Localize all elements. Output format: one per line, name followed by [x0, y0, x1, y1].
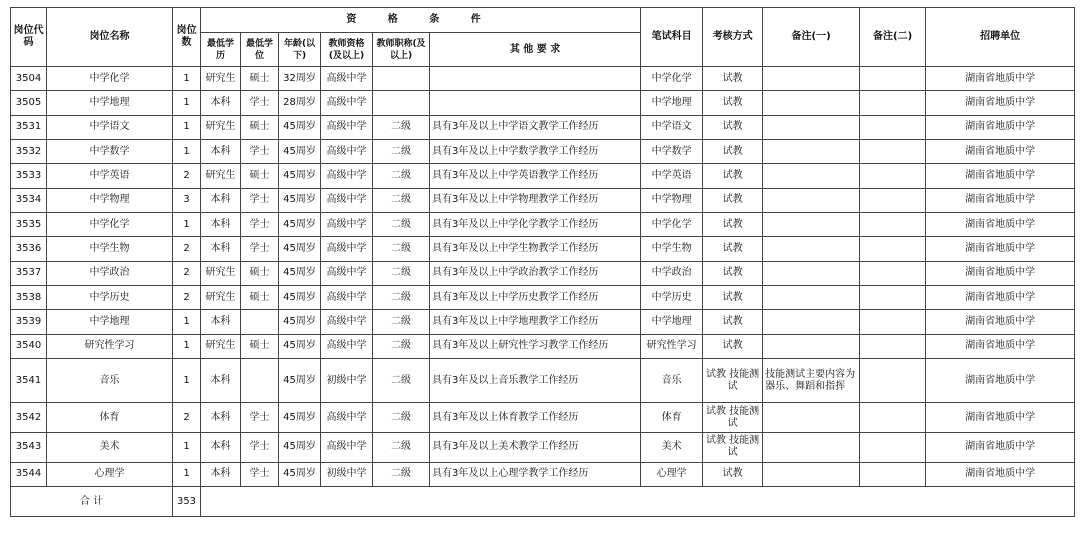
header-assess: 考核方式	[703, 8, 763, 67]
row-note2	[860, 285, 926, 309]
row-exam: 中学英语	[641, 164, 703, 188]
row-assess: 试教	[703, 67, 763, 91]
row-unit: 湖南省地质中学	[926, 237, 1075, 261]
row-exam: 美术	[641, 432, 703, 462]
row-count: 1	[173, 310, 201, 334]
row-other: 具有3年及以上中学历史教学工作经历	[430, 285, 641, 309]
row-count: 1	[173, 358, 201, 402]
row-other	[430, 91, 641, 115]
row-degree: 学士	[241, 91, 279, 115]
row-degree: 硕士	[241, 285, 279, 309]
row-note1	[763, 67, 860, 91]
row-edu: 本科	[201, 212, 241, 236]
header-name: 岗位名称	[47, 8, 173, 67]
row-unit: 湖南省地质中学	[926, 67, 1075, 91]
table-row	[11, 237, 1075, 261]
row-degree: 学士	[241, 139, 279, 163]
table-row	[11, 115, 1075, 139]
row-note1	[763, 432, 860, 462]
row-note2	[860, 310, 926, 334]
table-row	[11, 334, 1075, 358]
row-code: 3542	[11, 403, 47, 433]
header-cert: 教师资格(及以上)	[321, 33, 373, 67]
row-cert: 高级中学	[321, 164, 373, 188]
row-age: 45周岁	[279, 139, 321, 163]
row-cert: 高级中学	[321, 67, 373, 91]
row-note1	[763, 188, 860, 212]
row-edu: 本科	[201, 358, 241, 402]
row-title: 二级	[373, 358, 430, 402]
row-degree: 学士	[241, 212, 279, 236]
row-code: 3541	[11, 358, 47, 402]
row-assess: 试教	[703, 212, 763, 236]
row-other: 具有3年及以上心理学教学工作经历	[430, 462, 641, 486]
row-code: 3544	[11, 462, 47, 486]
row-other	[430, 67, 641, 91]
row-name: 中学化学	[47, 67, 173, 91]
row-title: 二级	[373, 403, 430, 433]
row-edu: 研究生	[201, 115, 241, 139]
row-other: 具有3年及以上美术教学工作经历	[430, 432, 641, 462]
row-assess: 试教	[703, 188, 763, 212]
row-degree: 学士	[241, 237, 279, 261]
row-unit: 湖南省地质中学	[926, 432, 1075, 462]
table-row	[11, 403, 1075, 433]
row-title	[373, 67, 430, 91]
row-edu: 本科	[201, 91, 241, 115]
row-unit: 湖南省地质中学	[926, 285, 1075, 309]
row-other: 具有3年及以上中学英语教学工作经历	[430, 164, 641, 188]
row-age: 45周岁	[279, 164, 321, 188]
row-title: 二级	[373, 188, 430, 212]
header-other: 其 他 要 求	[430, 33, 641, 67]
row-count: 2	[173, 261, 201, 285]
header-degree: 最低学位	[241, 33, 279, 67]
row-unit: 湖南省地质中学	[926, 188, 1075, 212]
row-age: 45周岁	[279, 310, 321, 334]
row-exam: 中学政治	[641, 261, 703, 285]
row-count: 1	[173, 212, 201, 236]
row-code: 3531	[11, 115, 47, 139]
row-exam: 中学化学	[641, 67, 703, 91]
row-degree: 学士	[241, 403, 279, 433]
row-note2	[860, 462, 926, 486]
row-assess: 试教	[703, 462, 763, 486]
row-assess: 试教 技能测试	[703, 358, 763, 402]
row-code: 3534	[11, 188, 47, 212]
table-body	[11, 67, 1075, 487]
row-assess: 试教	[703, 164, 763, 188]
row-degree	[241, 358, 279, 402]
row-note1	[763, 334, 860, 358]
row-assess: 试教	[703, 115, 763, 139]
row-edu: 本科	[201, 403, 241, 433]
row-name: 研究性学习	[47, 334, 173, 358]
row-note2	[860, 334, 926, 358]
row-code: 3532	[11, 139, 47, 163]
row-assess: 试教	[703, 139, 763, 163]
row-code: 3533	[11, 164, 47, 188]
row-edu: 本科	[201, 432, 241, 462]
row-unit: 湖南省地质中学	[926, 139, 1075, 163]
row-count: 1	[173, 334, 201, 358]
row-title: 二级	[373, 334, 430, 358]
row-title	[373, 91, 430, 115]
table-row	[11, 310, 1075, 334]
row-other: 具有3年及以上中学地理教学工作经历	[430, 310, 641, 334]
row-cert: 高级中学	[321, 237, 373, 261]
row-age: 45周岁	[279, 432, 321, 462]
row-degree: 硕士	[241, 115, 279, 139]
row-title: 二级	[373, 212, 430, 236]
row-edu: 本科	[201, 188, 241, 212]
row-exam: 中学化学	[641, 212, 703, 236]
row-exam: 研究性学习	[641, 334, 703, 358]
row-assess: 试教	[703, 91, 763, 115]
row-name: 中学政治	[47, 261, 173, 285]
row-unit: 湖南省地质中学	[926, 334, 1075, 358]
header-age: 年龄(以下)	[279, 33, 321, 67]
row-note2	[860, 212, 926, 236]
row-code: 3543	[11, 432, 47, 462]
row-degree: 硕士	[241, 261, 279, 285]
header-note1: 备注(一)	[763, 8, 860, 67]
row-edu: 本科	[201, 310, 241, 334]
row-note1	[763, 403, 860, 433]
table-row	[11, 285, 1075, 309]
row-cert: 初级中学	[321, 358, 373, 402]
row-name: 中学数学	[47, 139, 173, 163]
row-cert: 初级中学	[321, 462, 373, 486]
row-exam: 中学历史	[641, 285, 703, 309]
row-unit: 湖南省地质中学	[926, 310, 1075, 334]
row-exam: 音乐	[641, 358, 703, 402]
row-degree: 学士	[241, 432, 279, 462]
row-code: 3504	[11, 67, 47, 91]
row-note1	[763, 462, 860, 486]
row-note1	[763, 115, 860, 139]
row-age: 45周岁	[279, 358, 321, 402]
row-cert: 高级中学	[321, 285, 373, 309]
row-other: 具有3年及以上音乐教学工作经历	[430, 358, 641, 402]
table-row	[11, 188, 1075, 212]
table-row	[11, 261, 1075, 285]
row-count: 2	[173, 237, 201, 261]
table-row	[11, 139, 1075, 163]
row-note1	[763, 139, 860, 163]
row-unit: 湖南省地质中学	[926, 115, 1075, 139]
table-row	[11, 462, 1075, 486]
row-degree: 硕士	[241, 334, 279, 358]
row-assess: 试教	[703, 261, 763, 285]
row-title: 二级	[373, 115, 430, 139]
row-code: 3539	[11, 310, 47, 334]
header-qualifications: 资 格 条 件	[201, 8, 641, 33]
row-exam: 中学物理	[641, 188, 703, 212]
table-row	[11, 67, 1075, 91]
row-note1	[763, 164, 860, 188]
row-code: 3536	[11, 237, 47, 261]
row-title: 二级	[373, 164, 430, 188]
recruitment-table	[10, 7, 1075, 517]
row-edu: 研究生	[201, 261, 241, 285]
row-note1	[763, 261, 860, 285]
row-name: 音乐	[47, 358, 173, 402]
row-cert: 高级中学	[321, 261, 373, 285]
row-age: 45周岁	[279, 334, 321, 358]
row-count: 2	[173, 403, 201, 433]
header-unit: 招聘单位	[926, 8, 1075, 67]
row-age: 45周岁	[279, 188, 321, 212]
row-edu: 本科	[201, 139, 241, 163]
row-name: 美术	[47, 432, 173, 462]
row-cert: 高级中学	[321, 139, 373, 163]
row-age: 45周岁	[279, 212, 321, 236]
row-note1	[763, 310, 860, 334]
row-note1	[763, 285, 860, 309]
row-cert: 高级中学	[321, 115, 373, 139]
row-age: 45周岁	[279, 462, 321, 486]
row-title: 二级	[373, 462, 430, 486]
row-note2	[860, 358, 926, 402]
row-note2	[860, 261, 926, 285]
row-assess: 试教	[703, 285, 763, 309]
table-row	[11, 212, 1075, 236]
row-name: 心理学	[47, 462, 173, 486]
row-note2	[860, 403, 926, 433]
total-count: 353	[173, 487, 201, 517]
header-count: 岗位数	[173, 8, 201, 67]
row-degree: 硕士	[241, 164, 279, 188]
row-edu: 研究生	[201, 334, 241, 358]
row-exam: 体育	[641, 403, 703, 433]
row-count: 1	[173, 139, 201, 163]
row-note2	[860, 432, 926, 462]
header-code: 岗位代码	[11, 8, 47, 67]
row-cert: 高级中学	[321, 403, 373, 433]
row-note2	[860, 188, 926, 212]
row-other: 具有3年及以上中学物理教学工作经历	[430, 188, 641, 212]
row-edu: 本科	[201, 237, 241, 261]
row-unit: 湖南省地质中学	[926, 462, 1075, 486]
row-exam: 中学数学	[641, 139, 703, 163]
row-other: 具有3年及以上中学生物教学工作经历	[430, 237, 641, 261]
row-age: 45周岁	[279, 237, 321, 261]
row-code: 3537	[11, 261, 47, 285]
row-count: 3	[173, 188, 201, 212]
total-spacer	[201, 487, 1075, 517]
table-row	[11, 164, 1075, 188]
row-note2	[860, 67, 926, 91]
row-cert: 高级中学	[321, 212, 373, 236]
row-age: 45周岁	[279, 115, 321, 139]
row-exam: 心理学	[641, 462, 703, 486]
row-age: 45周岁	[279, 261, 321, 285]
row-note2	[860, 115, 926, 139]
row-degree	[241, 310, 279, 334]
row-code: 3535	[11, 212, 47, 236]
row-unit: 湖南省地质中学	[926, 91, 1075, 115]
row-count: 1	[173, 67, 201, 91]
row-edu: 研究生	[201, 67, 241, 91]
row-unit: 湖南省地质中学	[926, 358, 1075, 402]
row-note2	[860, 91, 926, 115]
row-edu: 本科	[201, 462, 241, 486]
row-exam: 中学地理	[641, 91, 703, 115]
row-title: 二级	[373, 261, 430, 285]
row-note2	[860, 164, 926, 188]
row-note1: 技能测试主要内容为器乐、舞蹈和指挥	[763, 358, 860, 402]
row-count: 2	[173, 164, 201, 188]
row-cert: 高级中学	[321, 432, 373, 462]
row-edu: 研究生	[201, 164, 241, 188]
row-age: 32周岁	[279, 67, 321, 91]
row-note2	[860, 139, 926, 163]
row-name: 体育	[47, 403, 173, 433]
row-name: 中学地理	[47, 91, 173, 115]
row-assess: 试教 技能测试	[703, 403, 763, 433]
row-title: 二级	[373, 310, 430, 334]
row-degree: 学士	[241, 188, 279, 212]
row-edu: 研究生	[201, 285, 241, 309]
row-unit: 湖南省地质中学	[926, 212, 1075, 236]
row-code: 3540	[11, 334, 47, 358]
row-other: 具有3年及以上研究性学习教学工作经历	[430, 334, 641, 358]
row-count: 1	[173, 91, 201, 115]
row-assess: 试教	[703, 310, 763, 334]
row-exam: 中学地理	[641, 310, 703, 334]
row-unit: 湖南省地质中学	[926, 261, 1075, 285]
row-note2	[860, 237, 926, 261]
row-other: 具有3年及以上中学数学教学工作经历	[430, 139, 641, 163]
row-exam: 中学语文	[641, 115, 703, 139]
row-cert: 高级中学	[321, 334, 373, 358]
row-note1	[763, 212, 860, 236]
row-note1	[763, 91, 860, 115]
header-note2: 备注(二)	[860, 8, 926, 67]
header-exam: 笔试科目	[641, 8, 703, 67]
row-name: 中学历史	[47, 285, 173, 309]
row-cert: 高级中学	[321, 91, 373, 115]
row-assess: 试教	[703, 334, 763, 358]
header-title: 教师职称(及以上)	[373, 33, 430, 67]
row-name: 中学化学	[47, 212, 173, 236]
row-assess: 试教	[703, 237, 763, 261]
row-age: 45周岁	[279, 403, 321, 433]
row-code: 3505	[11, 91, 47, 115]
row-note1	[763, 237, 860, 261]
table-row	[11, 91, 1075, 115]
row-title: 二级	[373, 237, 430, 261]
row-degree: 学士	[241, 462, 279, 486]
row-name: 中学生物	[47, 237, 173, 261]
row-title: 二级	[373, 139, 430, 163]
row-age: 28周岁	[279, 91, 321, 115]
row-other: 具有3年及以上中学政治教学工作经历	[430, 261, 641, 285]
row-name: 中学地理	[47, 310, 173, 334]
row-other: 具有3年及以上体育教学工作经历	[430, 403, 641, 433]
row-name: 中学语文	[47, 115, 173, 139]
row-count: 1	[173, 462, 201, 486]
row-title: 二级	[373, 285, 430, 309]
row-age: 45周岁	[279, 285, 321, 309]
header-edu: 最低学历	[201, 33, 241, 67]
row-cert: 高级中学	[321, 188, 373, 212]
row-degree: 硕士	[241, 67, 279, 91]
row-unit: 湖南省地质中学	[926, 403, 1075, 433]
row-other: 具有3年及以上中学语文教学工作经历	[430, 115, 641, 139]
table-row	[11, 432, 1075, 462]
total-label: 合 计	[11, 487, 173, 517]
row-cert: 高级中学	[321, 310, 373, 334]
row-code: 3538	[11, 285, 47, 309]
row-title: 二级	[373, 432, 430, 462]
row-count: 2	[173, 285, 201, 309]
table-row	[11, 358, 1075, 402]
row-other: 具有3年及以上中学化学教学工作经历	[430, 212, 641, 236]
row-unit: 湖南省地质中学	[926, 164, 1075, 188]
row-name: 中学英语	[47, 164, 173, 188]
row-name: 中学物理	[47, 188, 173, 212]
row-count: 1	[173, 115, 201, 139]
row-assess: 试教 技能测试	[703, 432, 763, 462]
row-exam: 中学生物	[641, 237, 703, 261]
row-count: 1	[173, 432, 201, 462]
